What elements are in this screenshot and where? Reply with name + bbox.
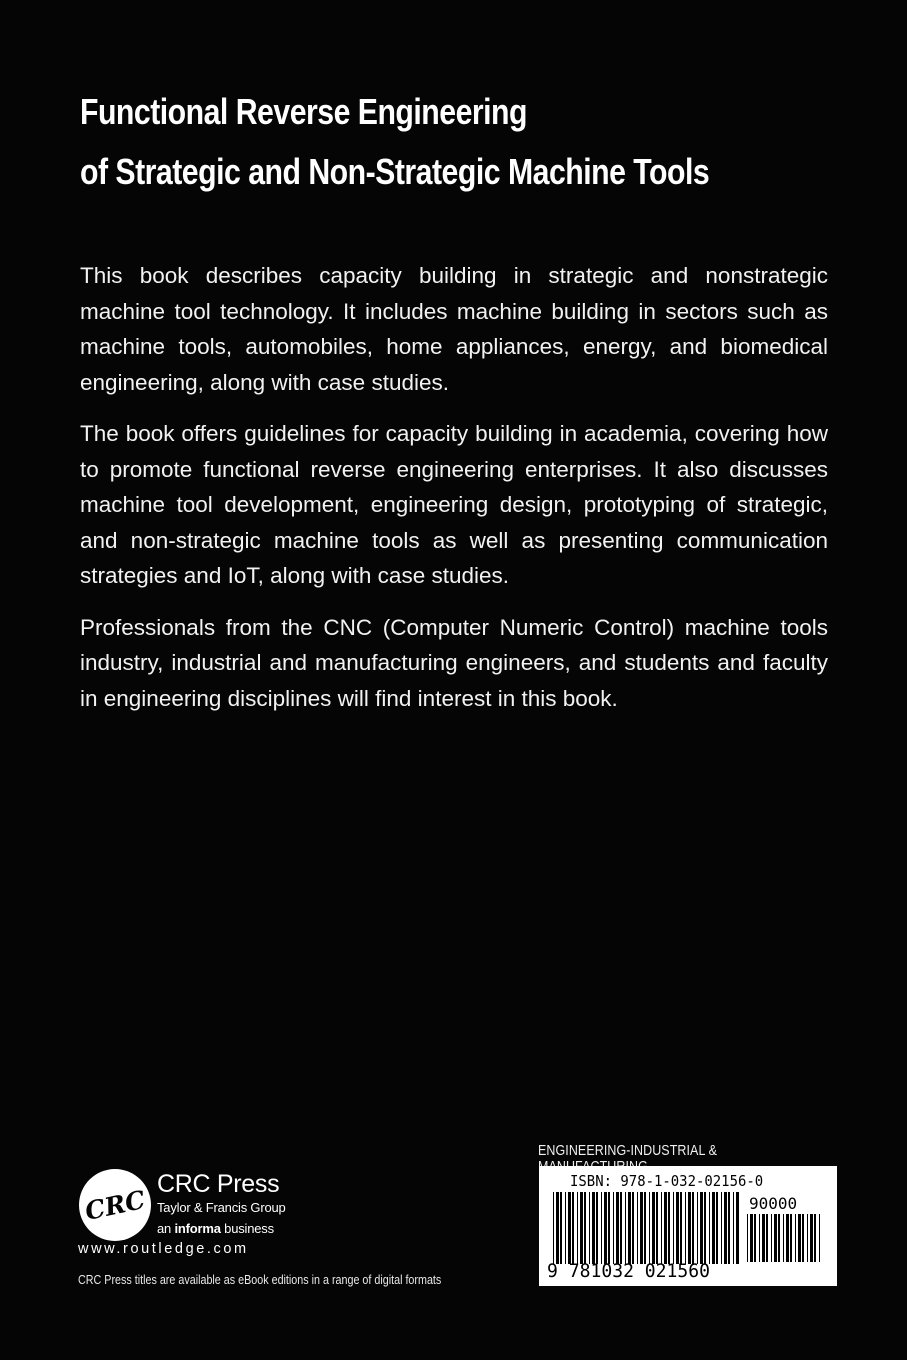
informa-word: informa	[174, 1221, 221, 1236]
title-line-1: Functional Reverse Engineering	[80, 91, 527, 132]
book-description	[80, 258, 828, 732]
barcode-bar	[685, 1192, 686, 1264]
barcode-bar	[783, 1214, 784, 1262]
description-paragraph: Professionals from the CNC (Computer Numeric Control) machine tools industry, industrial and manufacturing engineers, and students and faculty in engineering disciplines will find interest in this book.	[80, 614, 828, 711]
barcode-bar	[700, 1192, 703, 1264]
barcode-bar	[697, 1192, 698, 1264]
barcode-bar	[724, 1192, 727, 1264]
barcode-bar	[565, 1192, 566, 1264]
barcode-bar	[728, 1192, 730, 1264]
barcode-bar	[759, 1214, 760, 1262]
barcode-bar	[637, 1192, 638, 1264]
barcode-bar	[604, 1192, 607, 1264]
barcode-bar	[716, 1192, 718, 1264]
barcode-bar	[798, 1214, 801, 1262]
title-line-2: of Strategic and Non-Strategic Machine Tools	[80, 151, 710, 192]
barcode-bar	[652, 1192, 655, 1264]
barcode-bar	[661, 1192, 662, 1264]
barcode-bar	[692, 1192, 694, 1264]
isbn-barcode	[539, 1166, 837, 1286]
barcode-bar	[774, 1214, 777, 1262]
barcode-bar	[747, 1214, 748, 1262]
barcode-bar	[584, 1192, 586, 1264]
barcode-bar	[733, 1192, 734, 1264]
isbn-number: ISBN: 978-1-032-02156-0	[570, 1172, 764, 1190]
publisher-group: Taylor & Francis Group	[157, 1200, 286, 1215]
barcode-bar	[814, 1214, 816, 1262]
barcode-bar	[596, 1192, 598, 1264]
barcode-bar	[810, 1214, 813, 1262]
barcode-bar	[572, 1192, 574, 1264]
barcode-bar	[592, 1192, 595, 1264]
barcode-bar	[556, 1192, 559, 1264]
barcode-bar	[754, 1214, 756, 1262]
barcode-bar	[736, 1192, 739, 1264]
barcode-bar	[664, 1192, 667, 1264]
barcode-bar	[721, 1192, 722, 1264]
publisher-name: CRC Press	[157, 1170, 280, 1198]
addon-barcode-bars	[747, 1214, 825, 1262]
barcode-bar	[656, 1192, 658, 1264]
barcode-bar	[620, 1192, 622, 1264]
barcode-bar	[616, 1192, 619, 1264]
subject-category: ENGINEERING-INDUSTRIAL &	[538, 1143, 717, 1159]
barcode-bar	[680, 1192, 682, 1264]
logo-text: CRC	[82, 1185, 148, 1226]
ebook-formats-note: CRC Press titles are available as eBook editions in a range of digital formats	[78, 1273, 442, 1287]
barcode-bar	[640, 1192, 643, 1264]
barcode-bar	[613, 1192, 614, 1264]
barcode-bar	[819, 1214, 820, 1262]
barcode-bar	[553, 1192, 554, 1264]
barcode-bar	[668, 1192, 670, 1264]
ean-barcode-bars	[553, 1192, 743, 1264]
barcode-bar	[766, 1214, 768, 1262]
barcode-bar	[786, 1214, 789, 1262]
barcode-bar	[673, 1192, 674, 1264]
barcode-bar	[750, 1214, 753, 1262]
barcode-bar	[778, 1214, 780, 1262]
barcode-bar	[771, 1214, 772, 1262]
description-paragraph: The book offers guidelines for capacity building in academia, covering how to promote functional reverse engineering enterprises. It also discusses machine tool development, engineering design, prototyping of strategic, and non-strategic machine tools as well as presenting communication strategies and IoT, along with case studies.	[80, 421, 828, 588]
barcode-bar	[676, 1192, 679, 1264]
barcode-bar	[577, 1192, 578, 1264]
barcode-bar	[628, 1192, 631, 1264]
crc-press-logo	[78, 1168, 152, 1242]
barcode-bar	[802, 1214, 804, 1262]
barcode-bar	[632, 1192, 634, 1264]
barcode-bar	[601, 1192, 602, 1264]
barcode-bar	[625, 1192, 626, 1264]
barcode-bar	[709, 1192, 710, 1264]
barcode-bar	[568, 1192, 571, 1264]
barcode-bar	[644, 1192, 646, 1264]
barcode-bar	[688, 1192, 691, 1264]
barcode-bar	[560, 1192, 562, 1264]
barcode-bar	[762, 1214, 765, 1262]
barcode-bar	[790, 1214, 792, 1262]
barcode-bar	[608, 1192, 610, 1264]
barcode-bar	[649, 1192, 650, 1264]
barcode-bar	[704, 1192, 706, 1264]
ean-digits: 9 781032 021560	[547, 1260, 711, 1282]
price-code: 90000	[749, 1194, 798, 1213]
barcode-bar	[807, 1214, 808, 1262]
barcode-bar	[795, 1214, 796, 1262]
publisher-website: www.routledge.com	[78, 1241, 249, 1257]
description-paragraph: This book describes capacity building in strategic and nonstrategic machine tool technology. It includes machine building in sectors such as machine tools, automobiles, home appliances, energy, and biomedical engineering, along with case studies.	[80, 263, 828, 395]
barcode-bar	[580, 1192, 583, 1264]
barcode-bar	[589, 1192, 590, 1264]
book-title	[80, 82, 886, 202]
barcode-bar	[712, 1192, 715, 1264]
publisher-business: an informa business	[157, 1221, 274, 1236]
